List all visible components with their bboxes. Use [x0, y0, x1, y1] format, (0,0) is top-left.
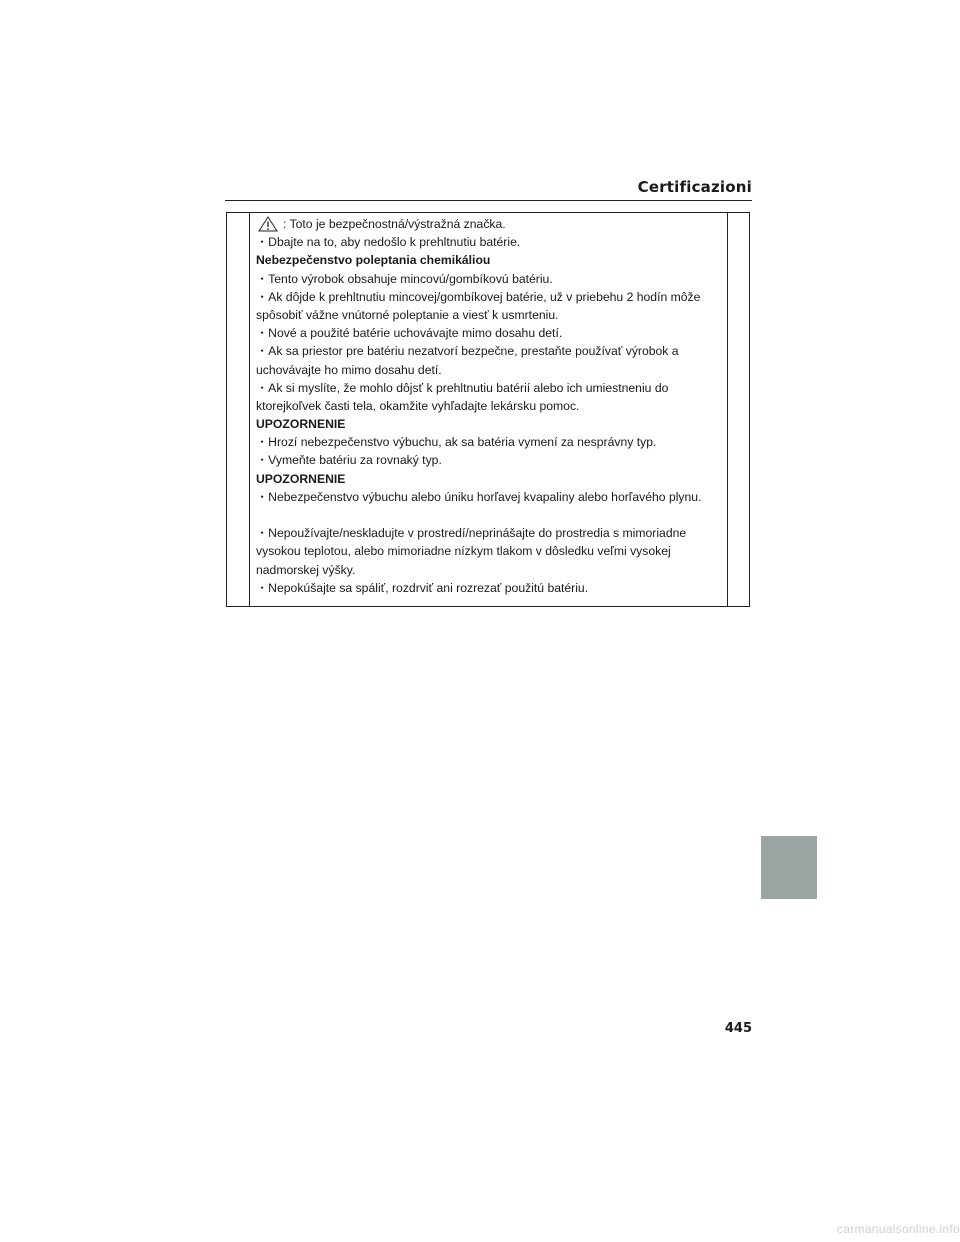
warning-triangle-icon: [258, 216, 278, 232]
warning-line: uchovávajte ho mimo dosahu detí.: [256, 362, 442, 377]
warning-line: ・Ak dôjde k prehltnutiu mincovej/gombíkovej batérie, už v priebehu 2 hodín môže: [256, 289, 701, 304]
page-number: 445: [724, 1021, 752, 1036]
warning-box-right-divider: [727, 212, 728, 607]
warning-lines: [256, 233, 722, 597]
warning-heading: UPOZORNENIE: [256, 471, 346, 486]
warning-line: ・Nové a použité batérie uchovávajte mimo dosahu detí.: [256, 326, 563, 341]
warning-line: ktorejkoľvek časti tela, okamžite vyhľadajte lekársku pomoc.: [256, 398, 580, 413]
blank-line: [256, 506, 722, 524]
warning-line: ・Nepoužívajte/neskladujte v prostredí/neprinášajte do prostredia s mimoriadne: [256, 526, 687, 541]
symbol-definition-text: : Toto je bezpečnostná/výstražná značka.: [283, 217, 506, 231]
warning-line: ・Nepokúšajte sa spáliť, rozdrviť ani rozrezať použitú batériu.: [256, 580, 589, 595]
warning-line: nadmorskej výšky.: [256, 562, 356, 577]
warning-line: ・Vymeňte batériu za rovnaký typ.: [256, 453, 442, 468]
section-title: Certificazioni: [637, 178, 752, 196]
symbol-definition: [256, 215, 722, 233]
warning-content: [256, 215, 722, 597]
warning-line: spôsobiť vážne vnútorné poleptanie a viesť k usmrteniu.: [256, 307, 559, 322]
warning-line: ・Tento výrobok obsahuje mincovú/gombíkovú batériu.: [256, 271, 553, 286]
warning-line: ・Dbajte na to, aby nedošlo k prehltnutiu batérie.: [256, 235, 521, 250]
warning-heading: Nebezpečenstvo poleptania chemikáliou: [256, 253, 491, 268]
warning-heading: UPOZORNENIE: [256, 417, 346, 432]
warning-line: ・Hrozí nebezpečenstvo výbuchu, ak sa batéria vymení za nesprávny typ.: [256, 435, 657, 450]
warning-line: vysokou teplotou, alebo mimoriadne nízkym tlakom v dôsledku veľmi vysokej: [256, 544, 671, 559]
header-rule: [225, 200, 752, 201]
warning-box-left-divider: [249, 212, 250, 607]
chapter-side-tab: [761, 836, 817, 899]
watermark: carmanualsonline.info: [836, 1222, 960, 1236]
warning-line: ・Ak sa priestor pre batériu nezatvorí bezpečne, prestaňte používať výrobok a: [256, 344, 679, 359]
warning-line: ・Ak si myslíte, že mohlo dôjsť k prehltnutiu batérií alebo ich umiestneniu do: [256, 380, 669, 395]
warning-line: ・Nebezpečenstvo výbuchu alebo úniku horľavej kvapaliny alebo horľavého plynu.: [256, 489, 702, 504]
